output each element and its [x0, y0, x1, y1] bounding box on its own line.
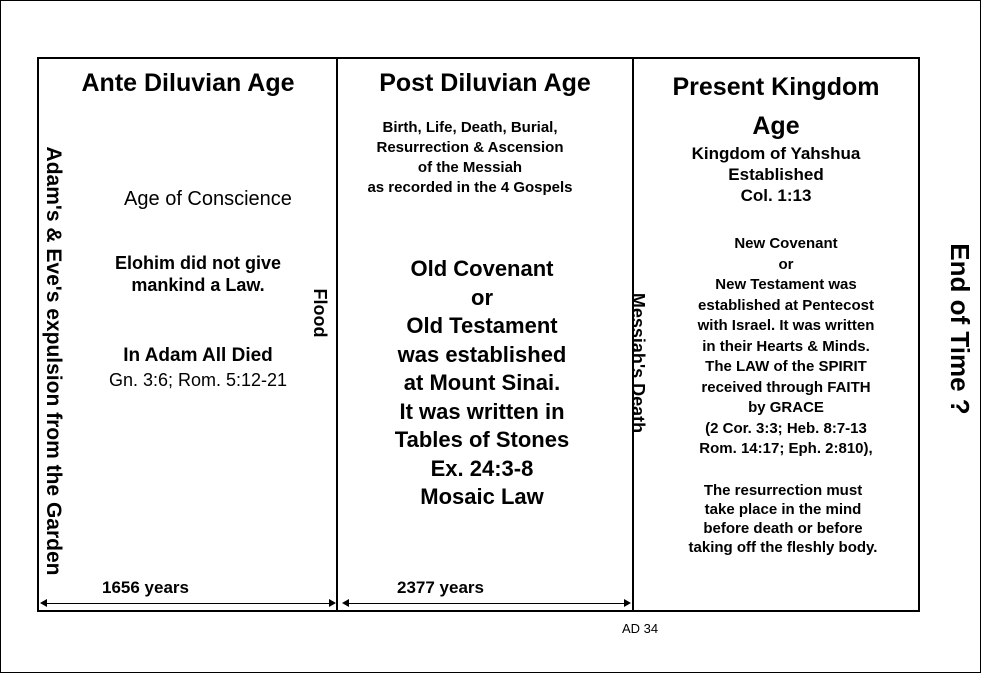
covenant-line: Ex. 24:3-8: [430, 455, 534, 481]
age-of-conscience: Age of Conscience: [124, 188, 292, 210]
gospel-line: Birth, Life, Death, Burial,: [382, 119, 558, 136]
ante-arrow-left-head: [40, 599, 47, 607]
kingdom-line: Col. 1:13: [740, 186, 812, 205]
kingdom-line: Established: [728, 165, 824, 184]
no-law-text: [50, 252, 346, 296]
ante-arrow-right-head: [329, 599, 336, 607]
expulsion-label: Adam's & Eve's expulsion from the Garden: [42, 146, 65, 576]
new-covenant-line: in their Hearts & Minds.: [702, 337, 870, 355]
resurrection-text: [641, 481, 925, 557]
covenant-line: was established: [397, 341, 567, 367]
no-law-line-1: Elohim did not give: [115, 253, 281, 273]
gospel-line: as recorded in the 4 Gospels: [367, 179, 573, 196]
resurrection-line: before death or before: [703, 520, 863, 537]
new-covenant-line: with Israel. It was written: [697, 317, 875, 334]
old-covenant-text: [335, 255, 629, 512]
flood-label: Flood: [310, 288, 330, 338]
gospel-text: [323, 118, 617, 198]
new-covenant-line: by GRACE: [748, 399, 824, 416]
new-covenant-line: established at Pentecost: [698, 296, 874, 314]
end-of-time-label: End of Time ?: [945, 243, 975, 415]
present-kingdom-title-2: Age: [752, 112, 800, 140]
post-arrow-left-head: [342, 599, 349, 607]
new-covenant-text: [644, 234, 928, 460]
covenant-line: Tables of Stones: [394, 427, 570, 452]
post-years: 2377 years: [397, 578, 484, 597]
covenant-line: It was written in: [399, 398, 565, 424]
ad-34-label: AD 34: [622, 621, 659, 636]
new-covenant-line: New Covenant: [734, 235, 838, 252]
covenant-line: or: [471, 284, 493, 310]
new-covenant-line: received through FAITH: [701, 378, 871, 396]
ante-span-arrow: [42, 603, 334, 604]
ante-references: Gn. 3:6; Rom. 5:12-21: [108, 370, 288, 390]
post-arrow-right-head: [624, 599, 631, 607]
post-span-arrow: [344, 603, 629, 604]
new-covenant-line: Rom. 14:17; Eph. 2:810),: [699, 440, 873, 457]
covenant-line: Mosaic Law: [420, 484, 544, 509]
covenant-line: Old Testament: [406, 313, 558, 338]
present-kingdom-title-1: Present Kingdom: [672, 73, 880, 101]
in-adam-all-died: In Adam All Died: [123, 345, 273, 366]
resurrection-line: The resurrection must: [703, 482, 863, 499]
ante-years: 1656 years: [102, 578, 189, 597]
resurrection-line: take place in the mind: [704, 501, 862, 518]
no-law-line-2: mankind a Law.: [131, 275, 265, 295]
covenant-line: at Mount Sinai.: [403, 370, 561, 395]
gospel-line: of the Messiah: [417, 159, 523, 176]
messiah-death-label: Messiah's Death: [628, 292, 648, 434]
kingdom-established-text: [634, 143, 918, 206]
new-covenant-line: or: [778, 255, 794, 273]
new-covenant-line: (2 Cor. 3:3; Heb. 8:7-13: [705, 419, 867, 437]
new-covenant-line: The LAW of the SPIRIT: [705, 358, 867, 375]
new-covenant-line: New Testament was: [715, 276, 857, 293]
gospel-line: Resurrection & Ascension: [376, 139, 564, 156]
ante-diluvian-title: Ante Diluvian Age: [81, 69, 295, 97]
kingdom-line: Kingdom of Yahshua: [691, 144, 861, 163]
post-diluvian-title: Post Diluvian Age: [379, 69, 591, 97]
resurrection-line: taking off the fleshly body.: [688, 539, 878, 556]
covenant-line: Old Covenant: [410, 256, 554, 281]
